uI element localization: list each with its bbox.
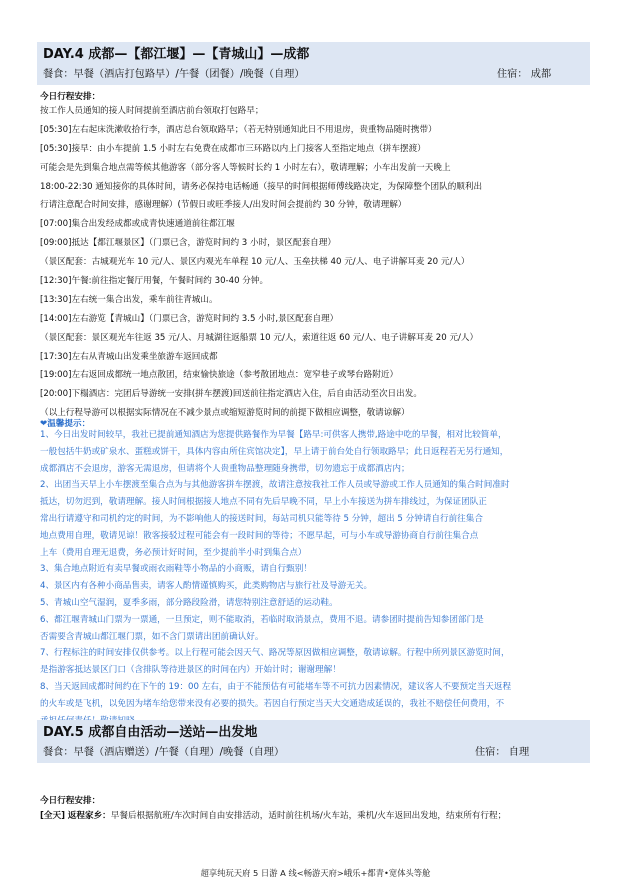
day4-schedule [40, 92, 592, 427]
tip-line: 1、今日出发时间较早，我社已提前通知酒店为您提供路餐作为早餐【路早:可供客人携带,路途中吃的早餐，相对比较简单， [40, 430, 507, 440]
day4-tips-list [40, 430, 592, 732]
schedule-line: （以上行程导游可以根据实际情况在不减少景点或缩短游览时间的前提下做相应调整，敬请谅解） [40, 408, 410, 419]
day5-title: DAY.5 成都自由活动—送站—出发地 [43, 725, 258, 740]
day5-activity-title: 返程家乡： [67, 811, 111, 821]
day4-meals: 餐食：早餐（酒店打包路早）/午餐（团餐）/晚餐（自理） [43, 69, 305, 80]
tip-line: 3、集合地点附近有卖早餐或雨衣雨鞋等小物品的小商贩，请自行甄别！ [40, 564, 312, 575]
day5-lodging: 住宿： 自理 [475, 747, 530, 758]
schedule-line: （景区配套：景区观光车往返 35 元/人、月城湖往返船票 10 元/人，索道往返 60 元/人、电子讲解耳麦 20 元/人） [40, 332, 479, 343]
tip-line: 一般包括牛奶或矿泉水、蛋糕或饼干，具体内容由所住宾馆决定】，早上请于前台处自行领取路早；此日返程若无另行通知， [40, 446, 509, 457]
tip-line: 地点费用自理，敬请见谅！散客接驳过程可能会有一段时间的等待；不愿早起，可与小车或导游协商自行前往集合点 [40, 530, 479, 541]
day5-header [37, 720, 590, 763]
tip-line: 4、景区内有各种小商品售卖，请客人酌情谨慎购买，此类购物店与旅行社及导游无关。 [40, 581, 373, 592]
day4-header [37, 42, 590, 85]
schedule-line: [17:30]左右从青城山出发乘坐旅游车返回成都 [40, 351, 218, 362]
tip-line: 8、当天返回成都时间约在下午的 19：00 左右，由于不能预估有可能堵车等不可抗力因素情况，建议客人不要预定当天返程 [40, 681, 512, 692]
schedule-line: [14:00]左右游览【青城山】（门票已含，游览时间约 3.5 小时,景区配套自理） [40, 313, 339, 324]
tip-line: 上车（费用自理无退费，务必预计好时间，至少提前半小时到集合点） [40, 547, 307, 558]
schedule-line: [12:30]午餐:前往指定餐厅用餐，午餐时间约 30-40 分钟。 [40, 276, 269, 287]
day4-title: DAY.4 成都—【都江堰】—【青城山】—成都 [43, 47, 310, 62]
day5-schedule-item [40, 811, 592, 822]
schedule-line: [19:00]左右返回成都统一地点散团，结束愉快旅途（参考散团地点：宽窄巷子或琴台路附近） [40, 370, 399, 381]
schedule-line: 按工作人员通知的接人时间提前至酒店前台领取打包路早； [40, 106, 264, 116]
day5-schedule [40, 796, 592, 822]
tip-line: 常出行请遵守和司机约定的时间，为不影响他人的接送时间，每站司机只能等待 5 分钟，超出 5 分钟请自行前往集合 [40, 513, 483, 524]
day4-tips [40, 419, 592, 732]
day4-lodging: 住宿： 成都 [497, 69, 552, 80]
day5-time-tag: [全天] [40, 811, 66, 821]
schedule-line: 可能会是先到集合地点需等候其他游客（部分客人等候时长约 1 小时左右），敬请理解；小车出发前一天晚上 [40, 162, 451, 173]
day4-schedule-heading: 今日行程安排： [40, 92, 101, 102]
tips-heading: ❤温馨提示： [40, 419, 91, 429]
schedule-line: 行请注意配合时间安排，感谢理解）(节假日或旺季接人/出发时间会提前约 30 分钟，敬请理解） [40, 200, 407, 211]
schedule-line: 18:00-22:30 通知接你的具体时间，请务必保持电话畅通（接早的时间根据师傅线路决定，为保障整个团队的顺利出 [40, 181, 483, 192]
day4-schedule-list [40, 106, 592, 427]
tip-line: 2、出团当天早上小车摆渡至集合点为与其他游客拼车摆渡，故请注意按我社工作人员或导游或工作人员通知的集合时间准时 [40, 480, 510, 491]
tip-line: 是指游客抵达景区门口（含排队等待进景区的时间在内）开始计时；谢谢理解！ [40, 665, 341, 676]
tip-line: 否需要含青城山都江堰门票，如不含门票请出团前确认好。 [40, 631, 264, 642]
schedule-line: （景区配套：古城观光车 10 元/人、景区内观光车单程 10 元/人、玉垒扶梯 40 元/人、电子讲解耳麦 20 元/人） [40, 257, 470, 268]
schedule-line: [13:30]左右统一集合出发，乘车前往青城山。 [40, 294, 218, 305]
day5-meals: 餐食：早餐（酒店赠送）/午餐（自理）/晚餐（自理） [43, 747, 285, 758]
tip-line: 5、青城山空气湿润，夏季多雨，部分路段险滑，请您特别注意舒适的运动鞋。 [40, 597, 338, 608]
schedule-line: [09:00]抵达【都江堰景区】（门票已含，游览时间约 3 小时，景区配套自理） [40, 238, 336, 249]
schedule-line: [07:00]集合出发经成都或成青快速通道前往都江堰 [40, 219, 235, 230]
day5-schedule-heading: 今日行程安排： [40, 796, 101, 806]
schedule-line: [20:00]下榻酒店：完团后导游统一安排(拼车摆渡)回送前往指定酒店入住，后自由活动至次日出发。 [40, 389, 422, 400]
tip-line: 抵达，切勿迟到，敬请理解。接人时间根据接人地点不同有先后早晚不同，早上小车接送为拼车排线过，为保证团队正 [40, 497, 487, 508]
schedule-line: [05:30]接早：由小车提前 1.5 小时左右免费在成都市三环路以内上门接客人至指定地点（拼车摆渡） [40, 143, 426, 154]
tip-line: 6、都江堰青城山门票为一票通，一旦预定，则不能取消，若临时取消景点，费用不退。请参团时提前告知参团部门是 [40, 614, 484, 625]
schedule-line: [05:30]左右起床洗漱收拾行李，酒店总台领取路早；（若无特别通知此日不用退房，贵重物品随时携带） [40, 124, 437, 135]
tip-line: 成都酒店不会退房，游客无需退房，但请将个人贵重物品整理随身携带，切勿遗忘于成都酒店内； [40, 463, 410, 474]
tip-line: 7、行程标注的时间安排仅供参考。以上行程可能会因天气、路况等原因做相应调整，敬请谅解。行程中所列景区游览时间， [40, 648, 510, 659]
tip-line: 的火车或是飞机，以免因为堵车给您带来没有必要的损失。若因自行预定当天大交通造成延误的，我社不赔偿任何费用，不 [40, 698, 505, 709]
page-footer: 超享纯玩天府 5 日游 A 线<畅游天府>峨乐+都青•宽体头等舱 [200, 868, 431, 878]
day5-activity-text: 早餐后根据航班/车次时间自由安排活动，适时前往机场/火车站，乘机/火车返回出发地，结束所有行程； [110, 811, 507, 821]
